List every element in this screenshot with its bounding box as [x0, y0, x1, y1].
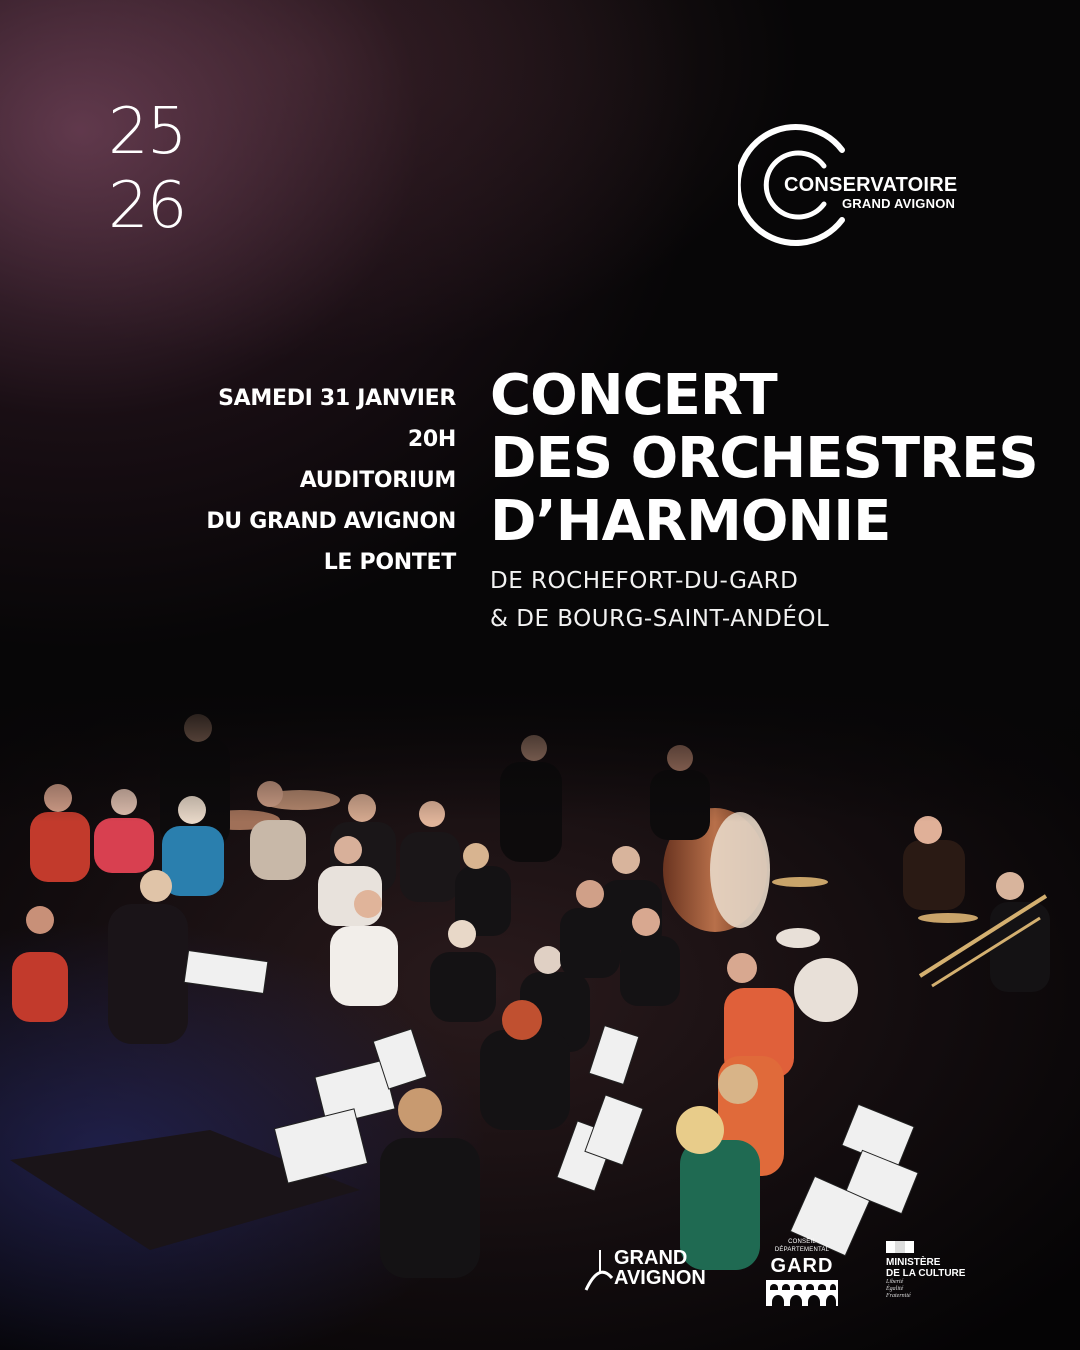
gard-logo: [762, 1238, 842, 1318]
ministere-culture-logo: [886, 1238, 996, 1308]
gard-small2: DÉPARTEMENTAL: [774, 1247, 830, 1253]
marianne-icon: [886, 1241, 914, 1253]
event-venue-line1: AUDITORIUM: [299, 468, 456, 493]
grand-avignon-logo: [584, 1244, 734, 1294]
gard-small1: CONSEIL: [788, 1239, 816, 1245]
motto-liberte: Liberté: [886, 1279, 904, 1285]
title-line1: CONCERT: [490, 363, 777, 428]
season-year-top: 25: [108, 95, 186, 169]
grand-avignon-line2: AVIGNON: [614, 1267, 706, 1289]
title-line3: D’HARMONIE: [490, 489, 891, 554]
subtitle-line2: & DE BOURG-SAINT-ANDÉOL: [490, 606, 830, 632]
season-year-bottom: 26: [108, 169, 186, 243]
event-time: 20H: [407, 427, 456, 452]
concert-title: [490, 364, 1038, 553]
motto-egalite: Égalité: [886, 1286, 904, 1292]
conservatoire-sub: GRAND AVIGNON: [842, 196, 956, 211]
grand-avignon-arch-icon: [584, 1248, 614, 1292]
grand-avignon-line1: GRAND: [614, 1247, 688, 1269]
event-city: LE PONTET: [323, 550, 456, 575]
gard-name: GARD: [770, 1255, 834, 1277]
concert-subtitle: [490, 562, 829, 638]
ministere-line1: MINISTÈRE: [886, 1257, 941, 1268]
ministere-line2: DE LA CULTURE: [886, 1268, 966, 1279]
event-info: [206, 378, 456, 583]
subtitle-line1: DE ROCHEFORT-DU-GARD: [490, 568, 799, 594]
event-date: SAMEDI 31 JANVIER: [218, 386, 456, 411]
season-label: [108, 96, 185, 244]
pont-du-gard-icon: [762, 1278, 842, 1308]
event-venue-line2: DU GRAND AVIGNON: [206, 509, 456, 534]
conservatoire-name: CONSERVATOIRE: [784, 174, 958, 196]
motto-fraternite: Fraternité: [886, 1293, 911, 1299]
title-line2: DES ORCHESTRES: [490, 426, 1038, 491]
conservatoire-logo: [738, 122, 968, 248]
